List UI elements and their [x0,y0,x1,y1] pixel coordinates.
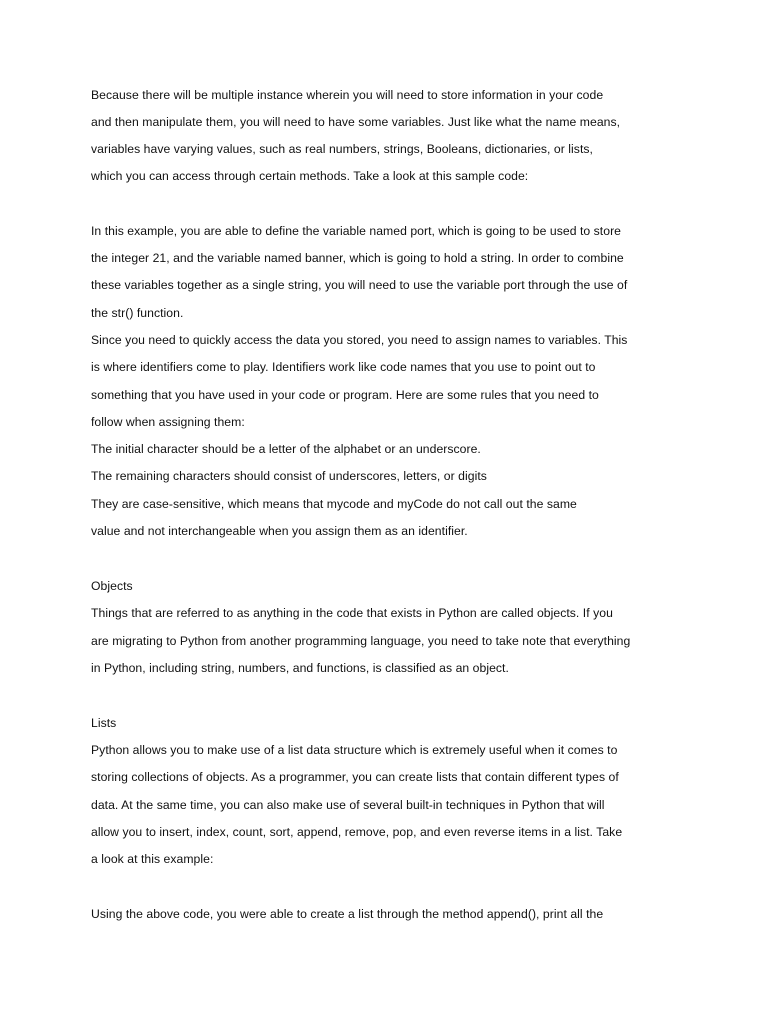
paragraph-line: follow when assigning them: [91,415,245,429]
paragraph-line: Since you need to quickly access the data you stored, you need to assign names to variables. This [91,333,628,347]
paragraph-line: Things that are referred to as anything in the code that exists in Python are called objects. If you [91,606,613,620]
paragraph-line: a look at this example: [91,852,214,866]
rule-item: The initial character should be a letter of the alphabet or an underscore. [91,442,481,456]
paragraph-line: allow you to insert, index, count, sort, append, remove, pop, and even reverse items in a list. Take [91,825,623,839]
section-heading-objects: Objects [91,579,133,593]
paragraph-line: storing collections of objects. As a programmer, you can create lists that contain different types of [91,770,619,784]
paragraph-line: is where identifiers come to play. Identifiers work like code names that you use to point out to [91,360,596,374]
paragraph-line: Using the above code, you were able to create a list through the method append(), print all the [91,907,604,921]
paragraph-line: the integer 21, and the variable named banner, which is going to hold a string. In order to combine [91,251,624,265]
paragraph-line: variables have varying values, such as real numbers, strings, Booleans, dictionaries, or lists, [91,142,593,156]
paragraph-line: which you can access through certain methods. Take a look at this sample code: [91,169,529,183]
paragraph-line: are migrating to Python from another programming language, you need to take note that everything [91,634,631,648]
rule-item: The remaining characters should consist of underscores, letters, or digits [91,469,487,483]
paragraph-line: Because there will be multiple instance wherein you will need to store information in your code [91,88,604,102]
paragraph-line: data. At the same time, you can also make use of several built-in techniques in Python that will [91,798,605,812]
paragraph-line: in Python, including string, numbers, and functions, is classified as an object. [91,661,509,675]
paragraph-line: and then manipulate them, you will need to have some variables. Just like what the name means, [91,115,621,129]
paragraph-line: In this example, you are able to define the variable named port, which is going to be used to store [91,224,622,238]
paragraph-line: something that you have used in your code or program. Here are some rules that you need to [91,388,599,402]
paragraph-line: these variables together as a single string, you will need to use the variable port through the use of [91,278,628,292]
section-heading-lists: Lists [91,716,117,730]
rule-item: value and not interchangeable when you assign them as an identifier. [91,524,468,538]
paragraph-line: Python allows you to make use of a list data structure which is extremely useful when it comes to [91,743,618,757]
paragraph-line: the str() function. [91,306,184,320]
rule-item: They are case-sensitive, which means that mycode and myCode do not call out the same [91,497,577,511]
